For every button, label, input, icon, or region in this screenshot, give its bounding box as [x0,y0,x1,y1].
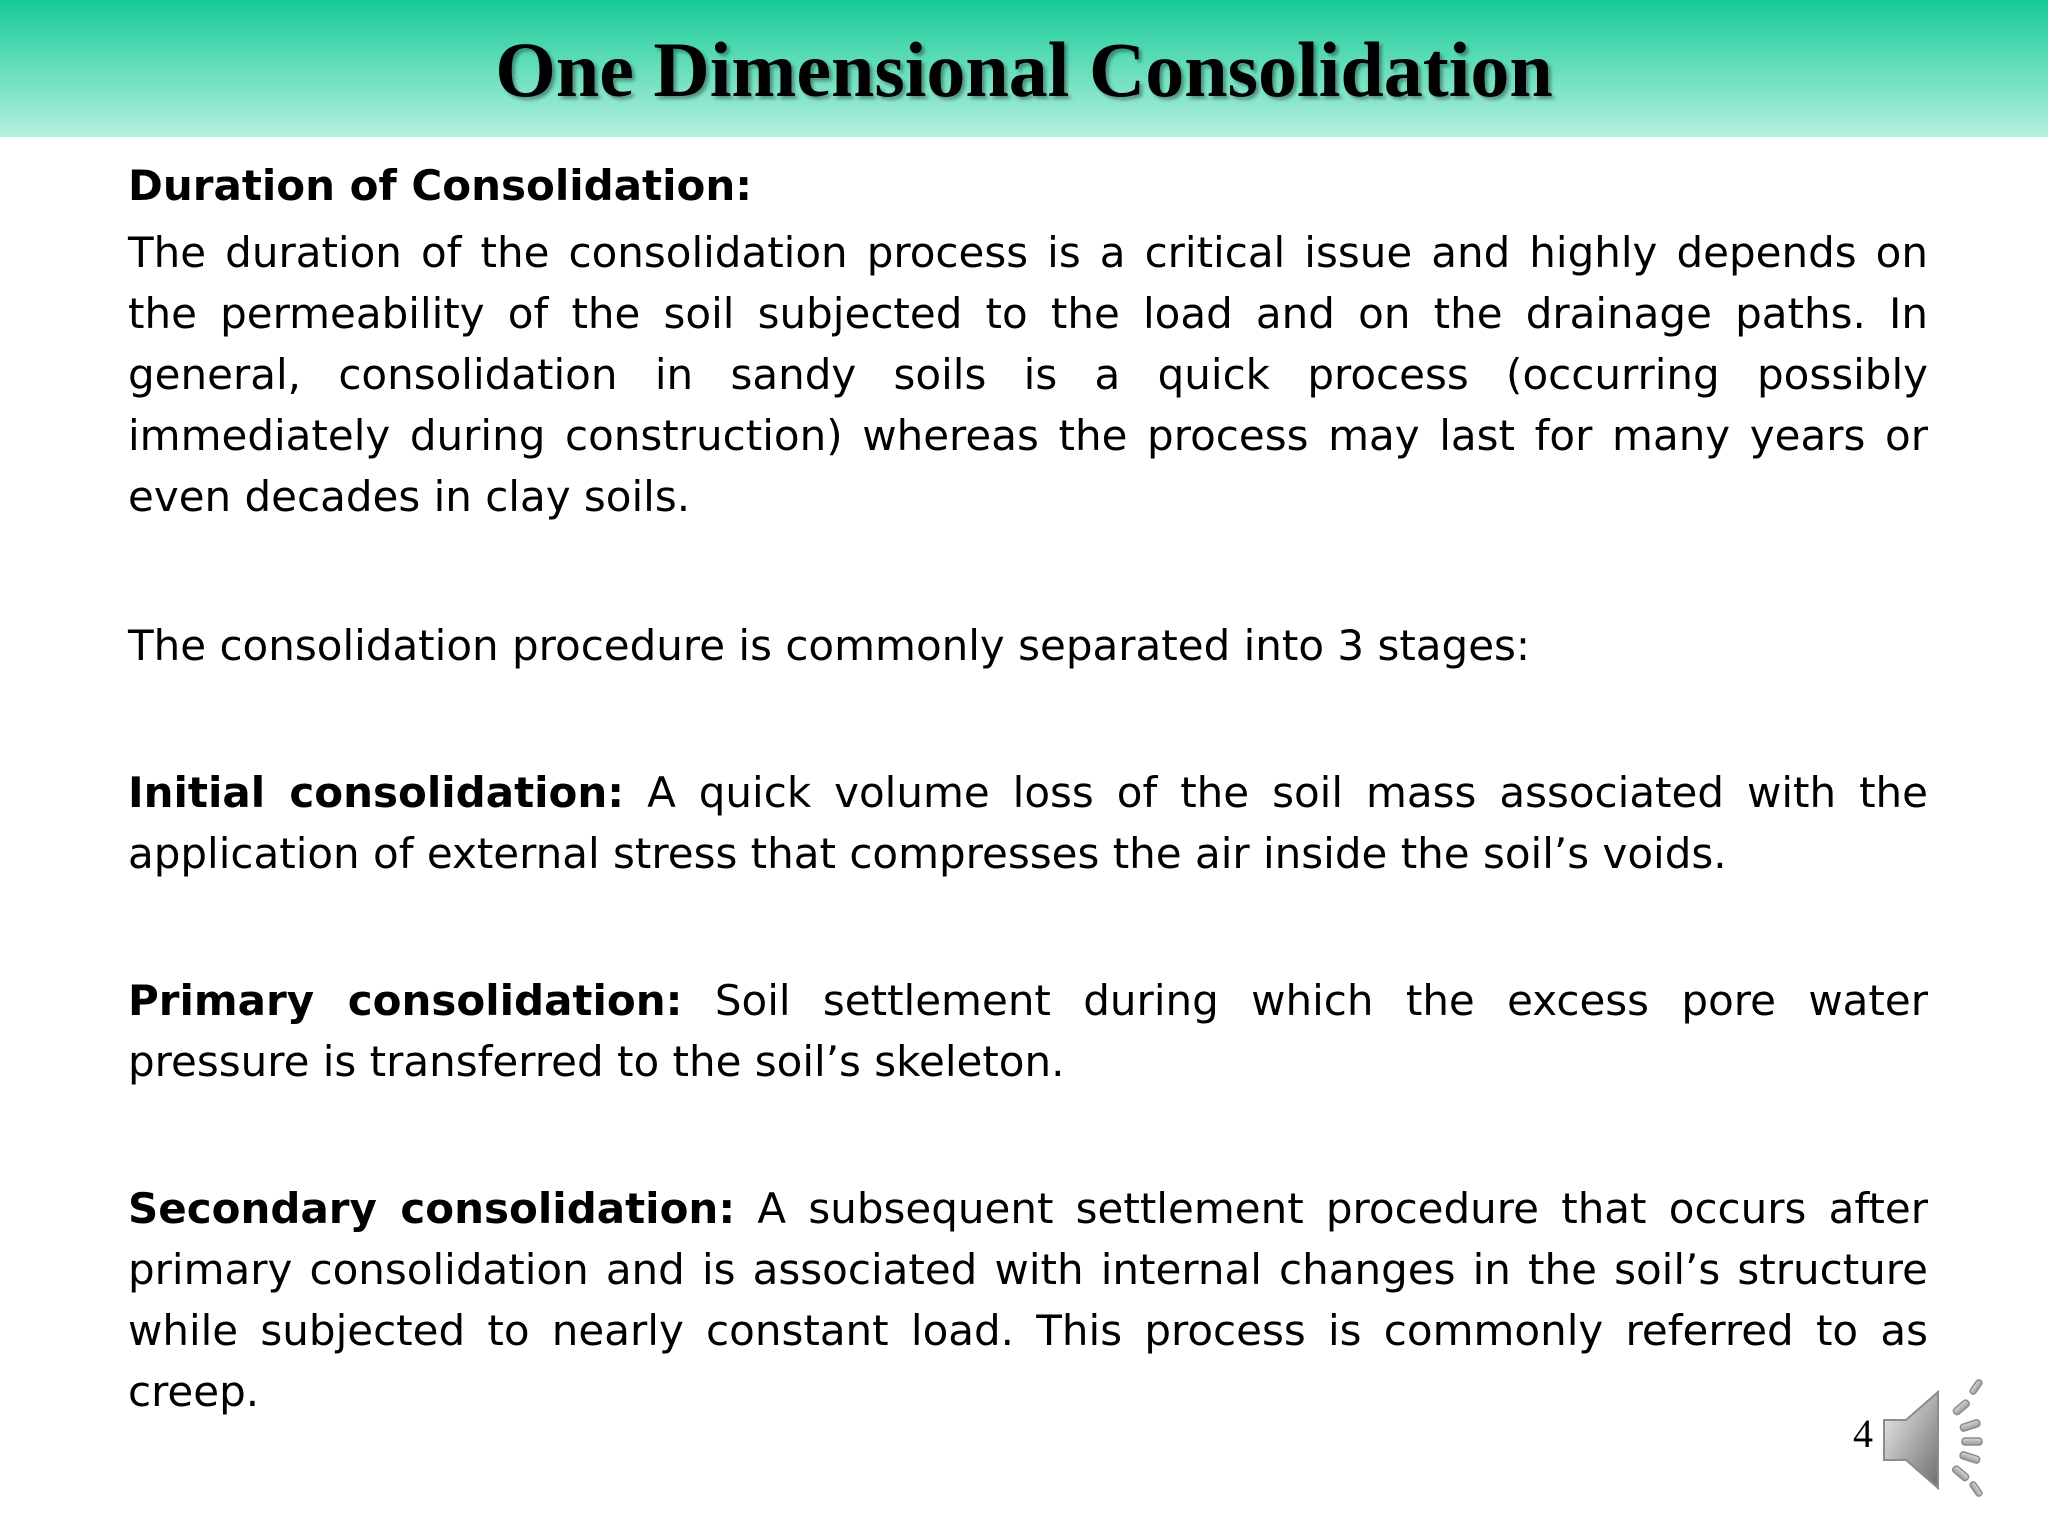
stages-intro-paragraph: The consolidation procedure is commonly separated into 3 stages: [128,621,1531,670]
intro-paragraph: The duration of the consolidation process is a critical issue and highly depends on the permeability of the soil subjected to the load and on the drainage paths. In general, consolidation in sandy soils is a quick process (occurring possibly immediately during construction) whereas the process may last for many years or even decades in clay soils. [128,228,1928,521]
title-bar [0,0,2048,137]
stage-primary [128,970,1928,1092]
page-number: 4 [1853,1411,1873,1456]
stage-term: Secondary consolidation: [128,1184,736,1233]
slide-content [128,150,1928,1422]
section-heading: Duration of Consolidation: [128,161,753,210]
stage-description: Soil settlement during which the excess pore water pressure is transferred to the soil’s skeleton. [128,976,1928,1086]
stage-description: A quick volume loss of the soil mass associated with the application of external stress that compresses the air inside the soil’s voids. [128,768,1928,878]
stage-initial [128,762,1928,884]
stage-secondary [128,1178,1928,1422]
slide-title: One Dimensional Consolidation [495,26,1553,113]
stage-term: Primary consolidation: [128,976,683,1025]
stage-description: A subsequent settlement procedure that occurs after primary consolidation and is associated with internal changes in the soil’s structure while subjected to nearly constant load. This process is commonly referred to as creep. [128,1184,1928,1416]
speaker-icon[interactable] [1876,1370,2006,1500]
stage-term: Initial consolidation: [128,768,625,817]
